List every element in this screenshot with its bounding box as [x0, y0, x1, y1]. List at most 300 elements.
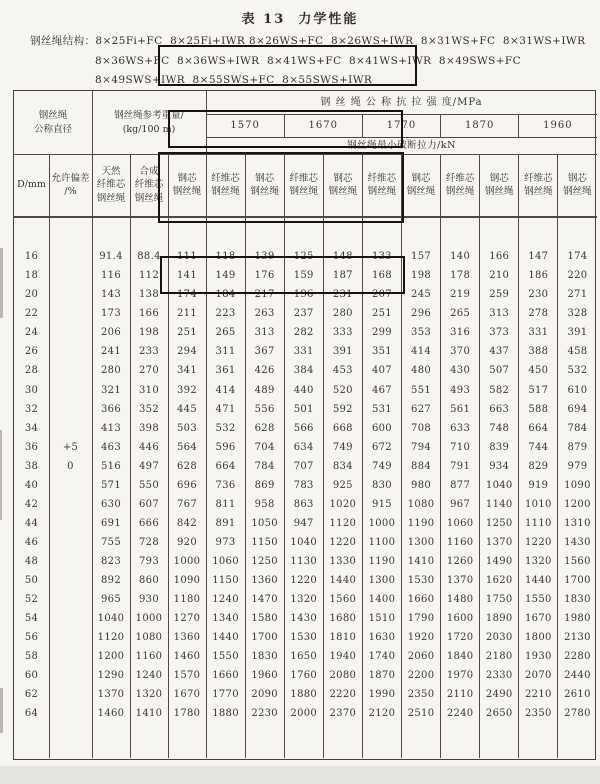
- row-value: [519, 324, 558, 343]
- row-value-text: 1320: [525, 555, 552, 567]
- row-value-text: 230: [528, 289, 549, 301]
- row-value-text: 1310: [564, 517, 591, 529]
- row-value-text: 1220: [329, 536, 357, 548]
- row-value-text: 755: [101, 536, 121, 548]
- row-value: [245, 381, 284, 400]
- row-value-text: 1650: [290, 651, 318, 663]
- subheader-synthetic-fibre-core-text: 钢丝绳: [134, 192, 164, 204]
- row-diameter: [14, 552, 49, 571]
- row-value-text: 245: [411, 289, 432, 301]
- row-value: [441, 324, 480, 343]
- row-value-text: 884: [411, 460, 432, 472]
- row-value: [402, 362, 441, 381]
- row-value: [402, 628, 441, 647]
- row-value: [206, 305, 245, 324]
- subheader-tolerance-text: /%: [64, 186, 77, 197]
- row-value: [402, 381, 441, 400]
- row-value-text: 1250: [251, 555, 278, 567]
- row-value: [284, 400, 323, 419]
- row-value-text: 749: [371, 460, 392, 472]
- row-value: [245, 362, 284, 381]
- row-value: [558, 267, 597, 286]
- subheader-natural-fibre-core: [92, 154, 130, 216]
- row-value: [92, 571, 130, 590]
- row-value-text: 503: [177, 422, 197, 434]
- row-value: [284, 609, 323, 628]
- row-value: [323, 400, 362, 419]
- row-value: [441, 476, 480, 495]
- row-value-text: 1510: [368, 613, 396, 624]
- row-tolerance: [49, 419, 92, 438]
- row-value-text: 1700: [564, 574, 591, 586]
- row-value-text: 925: [332, 479, 353, 491]
- row-diameter-text: 30: [24, 384, 39, 396]
- row-value: [92, 248, 130, 267]
- row-value-text: 265: [450, 308, 471, 320]
- row-value-text: 263: [254, 308, 275, 320]
- row-value-text: 1440: [525, 574, 552, 586]
- row-value-text: 1370: [446, 574, 474, 586]
- row-value-text: 2230: [251, 708, 278, 720]
- header-nominal-diameter: [14, 91, 92, 154]
- row-value: [245, 609, 284, 628]
- row-value-text: 532: [215, 422, 236, 434]
- row-value-text: 556: [254, 403, 275, 415]
- row-value: [558, 419, 597, 438]
- row-value: [402, 666, 441, 685]
- row-value: [130, 343, 168, 362]
- row-value-text: 532: [567, 365, 588, 377]
- row-value: [168, 704, 206, 723]
- row-diameter-text: 62: [24, 689, 39, 701]
- row-value-text: 517: [528, 384, 549, 396]
- row-value-text: 1700: [251, 632, 278, 644]
- row-value-text: 220: [567, 270, 588, 282]
- row-value-text: 784: [254, 460, 275, 472]
- row-diameter: [14, 704, 49, 723]
- row-value: [480, 609, 519, 628]
- row-tolerance: [49, 343, 92, 362]
- row-value: [480, 514, 519, 533]
- row-value-text: 839: [489, 441, 510, 453]
- row-value-text: 384: [293, 365, 314, 377]
- row-value-text: 231: [332, 289, 353, 301]
- row-value-text: 592: [332, 403, 353, 415]
- row-value-text: 1440: [329, 574, 357, 586]
- subheader-steel-core-rope-text: 钢丝绳: [328, 186, 358, 197]
- row-value-text: 1630: [368, 632, 396, 644]
- subheader-steel-core-rope-text: 钢芯: [255, 172, 275, 184]
- row-value-text: 564: [177, 441, 197, 453]
- header-grade-1870: [441, 114, 519, 137]
- row-diameter-text: 64: [24, 708, 39, 720]
- row-value-text: 341: [177, 365, 197, 377]
- row-value: [441, 343, 480, 362]
- row-value-text: 467: [371, 384, 392, 396]
- row-value: [284, 324, 323, 343]
- row-tolerance: [49, 362, 92, 381]
- row-value: [130, 647, 168, 666]
- row-diameter: [14, 362, 49, 381]
- row-value-text: 1970: [446, 670, 474, 682]
- row-value-text: 1750: [485, 593, 513, 605]
- row-value: [402, 495, 441, 514]
- row-value-text: 1670: [525, 613, 552, 624]
- row-value-text: 1840: [446, 651, 474, 663]
- row-diameter: [14, 248, 49, 267]
- row-value: [130, 495, 168, 514]
- subheader-fibre-core-rope-text: 钢丝绳: [445, 186, 475, 197]
- row-value: [168, 647, 206, 666]
- row-value: [130, 533, 168, 552]
- row-value: [245, 647, 284, 666]
- row-value: [92, 628, 130, 647]
- row-value-text: 1020: [329, 498, 357, 510]
- row-value: [168, 305, 206, 324]
- row-value: [92, 495, 130, 514]
- row-value: [558, 666, 597, 685]
- row-value: [558, 324, 597, 343]
- row-value-text: 704: [254, 441, 275, 453]
- row-value-text: 2220: [329, 689, 357, 701]
- row-value-text: 333: [332, 327, 353, 339]
- row-diameter: [14, 571, 49, 590]
- row-value-text: 1360: [173, 632, 201, 644]
- row-value: [284, 457, 323, 476]
- row-value-text: 426: [254, 365, 275, 377]
- row-value: [441, 666, 480, 685]
- row-tolerance-text: +5: [62, 441, 79, 453]
- row-value-text: 1770: [212, 689, 239, 701]
- row-diameter: [14, 343, 49, 362]
- row-value-text: 446: [139, 441, 159, 453]
- row-value: [362, 324, 401, 343]
- rope-structure-line-1: 钢丝绳结构：8×25Fi+FC 8×25Fi+IWR 8×26WS+FC 8×26WS+IWR 8×31WS+FC 8×31WS+IWR: [30, 35, 586, 47]
- row-value-text: 1010: [525, 498, 552, 510]
- row-value: [130, 400, 168, 419]
- row-value-text: 219: [450, 289, 471, 301]
- row-value: [130, 609, 168, 628]
- row-tolerance: [49, 400, 92, 419]
- rope-structure-line-3: 8×49SWS+IWR 8×55SWS+FC 8×55SWS+IWR: [95, 74, 373, 86]
- row-value: [284, 305, 323, 324]
- row-value-text: 1810: [329, 632, 357, 644]
- row-value: [245, 704, 284, 723]
- row-value: [206, 647, 245, 666]
- row-value: [441, 381, 480, 400]
- row-value: [245, 628, 284, 647]
- row-value-text: 1740: [368, 651, 396, 663]
- row-value-text: 1220: [525, 536, 552, 548]
- row-value-text: 501: [293, 403, 314, 415]
- row-value: [284, 685, 323, 704]
- row-value-text: 1550: [212, 651, 239, 663]
- header-grade-1770-text: 1770: [386, 119, 417, 131]
- row-diameter: [14, 495, 49, 514]
- row-value-text: 1680: [329, 613, 357, 624]
- row-value-text: 607: [139, 498, 159, 510]
- row-value-text: 398: [139, 422, 159, 434]
- row-value: [323, 571, 362, 590]
- row-value-text: 2350: [525, 708, 552, 720]
- row-value: [130, 419, 168, 438]
- row-value: [519, 590, 558, 609]
- row-value-text: 748: [489, 422, 510, 434]
- row-value-text: 280: [332, 308, 353, 320]
- row-value-text: 965: [101, 593, 121, 605]
- row-value-text: 1890: [485, 613, 513, 624]
- row-value: [441, 628, 480, 647]
- row-value: [130, 628, 168, 647]
- page-bottom-scan-band: [0, 766, 600, 784]
- row-value-text: 196: [293, 289, 314, 301]
- row-value: [245, 685, 284, 704]
- row-value: [245, 590, 284, 609]
- row-value-text: 430: [450, 365, 471, 377]
- row-value: [323, 343, 362, 362]
- row-value-text: 140: [450, 251, 471, 263]
- row-value: [245, 400, 284, 419]
- subheader-steel-core-rope-text: 钢芯: [567, 172, 587, 184]
- row-value: [480, 438, 519, 457]
- row-value-text: 550: [139, 479, 159, 491]
- row-value-text: 1120: [329, 517, 357, 529]
- row-tolerance: [49, 514, 92, 533]
- row-value-text: 1160: [135, 651, 163, 663]
- subheader-fibre-core-rope-text: 纤维芯: [211, 172, 240, 184]
- row-value: [558, 381, 597, 400]
- row-value: [480, 305, 519, 324]
- row-value-text: 392: [177, 384, 197, 396]
- row-diameter: [14, 381, 49, 400]
- row-value: [362, 552, 401, 571]
- row-value-text: 91.4: [99, 251, 123, 263]
- row-value: [480, 571, 519, 590]
- row-diameter-text: 46: [24, 536, 39, 548]
- row-value: [402, 647, 441, 666]
- row-value-text: 744: [528, 441, 549, 453]
- row-value: [168, 400, 206, 419]
- row-value-text: 1040: [97, 613, 125, 624]
- row-value-text: 2080: [329, 670, 357, 682]
- row-value: [92, 609, 130, 628]
- row-tolerance: [49, 476, 92, 495]
- row-value: [284, 362, 323, 381]
- row-value-text: 186: [528, 270, 549, 282]
- row-value-text: 1200: [97, 651, 125, 663]
- row-value: [92, 400, 130, 419]
- row-value: [441, 419, 480, 438]
- header-tensile-strength-text: 钢 丝 绳 公 称 抗 拉 强 度/MPa: [320, 96, 483, 108]
- row-value: [402, 343, 441, 362]
- subheader-fibre-core-rope-text: 钢丝绳: [211, 186, 240, 197]
- row-value-text: 1090: [173, 574, 201, 586]
- row-value-text: 174: [567, 251, 588, 263]
- row-value: [519, 362, 558, 381]
- row-value: [558, 495, 597, 514]
- row-value: [245, 533, 284, 552]
- row-value-text: 1060: [446, 517, 474, 529]
- row-value-text: 1400: [368, 593, 396, 605]
- row-value: [168, 438, 206, 457]
- row-value-text: 1530: [407, 574, 435, 586]
- row-value: [284, 628, 323, 647]
- row-value-text: 736: [215, 479, 236, 491]
- row-value-text: 1270: [173, 613, 201, 624]
- row-value: [441, 571, 480, 590]
- row-value: [168, 571, 206, 590]
- subheader-steel-core-rope: [558, 154, 597, 216]
- row-tolerance: [49, 590, 92, 609]
- row-value-text: 198: [139, 327, 159, 339]
- row-value-text: 520: [332, 384, 353, 396]
- scan-edge-artifact: [0, 430, 2, 520]
- row-value-text: 313: [254, 327, 275, 339]
- row-value: [206, 609, 245, 628]
- annotation-box-subheaders: [158, 152, 404, 223]
- row-value-text: 749: [332, 441, 353, 453]
- row-value-text: 1320: [290, 593, 318, 605]
- row-value-text: 571: [101, 479, 121, 491]
- row-value-text: 1060: [212, 555, 239, 567]
- row-value: [362, 457, 401, 476]
- row-value: [323, 609, 362, 628]
- row-value-text: 1130: [290, 555, 318, 567]
- row-value: [206, 666, 245, 685]
- row-value: [480, 419, 519, 438]
- row-value: [362, 400, 401, 419]
- row-value: [92, 704, 130, 723]
- row-value: [362, 362, 401, 381]
- row-value-text: 310: [139, 384, 159, 396]
- subheader-steel-core-rope-text: 钢丝绳: [250, 186, 279, 197]
- row-value: [130, 457, 168, 476]
- row-value-text: 1320: [135, 689, 163, 701]
- subheader-fibre-core-rope-text: 钢丝绳: [524, 186, 553, 197]
- row-value: [519, 571, 558, 590]
- subheader-tolerance: [49, 154, 92, 216]
- row-value-text: 1250: [485, 517, 513, 529]
- row-value-text: 842: [177, 517, 197, 529]
- row-value-text: 1490: [485, 555, 513, 567]
- row-value-text: 1790: [407, 613, 435, 624]
- row-value-text: 166: [489, 251, 510, 263]
- row-value: [519, 381, 558, 400]
- row-value: [206, 685, 245, 704]
- row-value-text: 707: [293, 460, 314, 472]
- row-tolerance: [49, 305, 92, 324]
- row-value: [168, 324, 206, 343]
- row-value: [323, 419, 362, 438]
- annotation-box-structures: [158, 45, 417, 86]
- row-value-text: 391: [567, 327, 588, 339]
- row-value: [168, 628, 206, 647]
- grid-line: [518, 114, 519, 137]
- row-value: [362, 381, 401, 400]
- row-value-text: 351: [371, 346, 392, 358]
- row-value: [245, 495, 284, 514]
- row-value: [92, 552, 130, 571]
- row-value-text: 919: [528, 479, 549, 491]
- subheader-fibre-core-rope: [441, 154, 480, 216]
- header-grade-1570-text: 1570: [230, 119, 260, 131]
- row-diameter-text: 32: [24, 403, 39, 415]
- row-value: [558, 343, 597, 362]
- row-diameter-text: 52: [24, 593, 39, 605]
- row-value-text: 141: [177, 270, 197, 282]
- row-value-text: 1290: [97, 670, 125, 682]
- row-value: [480, 400, 519, 419]
- row-value: [92, 419, 130, 438]
- row-value-text: 168: [371, 270, 392, 282]
- row-diameter-text: 18: [24, 270, 39, 282]
- row-value-text: 634: [293, 441, 314, 453]
- row-value-text: 237: [293, 308, 314, 320]
- row-value-text: 413: [101, 422, 121, 434]
- annotation-box-grades: [168, 110, 403, 148]
- row-value-text: 1300: [368, 574, 396, 586]
- row-value: [130, 381, 168, 400]
- row-value-text: 361: [215, 365, 236, 377]
- row-value-text: 414: [411, 346, 432, 358]
- row-tolerance: [49, 647, 92, 666]
- row-value: [206, 628, 245, 647]
- row-value: [519, 628, 558, 647]
- row-value-text: 691: [101, 517, 121, 529]
- row-diameter-text: 26: [24, 346, 39, 358]
- row-value-text: 282: [293, 327, 314, 339]
- subheader-fibre-core-rope-text: 钢丝绳: [289, 186, 318, 197]
- row-diameter-text: 22: [24, 308, 39, 320]
- row-value-text: 2350: [407, 689, 435, 701]
- subheader-steel-core-weight-text: 钢丝绳: [172, 186, 202, 197]
- row-value: [480, 362, 519, 381]
- row-value-text: 88.4: [137, 251, 161, 263]
- row-diameter-text: 54: [24, 613, 39, 624]
- row-tolerance: [49, 457, 92, 476]
- header-grade-1960: [519, 114, 597, 137]
- row-value-text: 1080: [135, 632, 163, 644]
- row-value: [441, 704, 480, 723]
- subheader-natural-fibre-core-text: 纤维芯: [96, 179, 126, 191]
- row-value: [402, 324, 441, 343]
- row-value: [480, 552, 519, 571]
- row-value: [480, 248, 519, 267]
- row-value: [245, 419, 284, 438]
- row-tolerance: [49, 381, 92, 400]
- row-value-text: 1330: [329, 555, 357, 567]
- row-value-text: 767: [177, 498, 197, 510]
- row-value: [519, 400, 558, 419]
- row-value-text: 863: [293, 498, 314, 510]
- row-value-text: 1050: [251, 517, 278, 529]
- row-value: [284, 476, 323, 495]
- row-value: [284, 571, 323, 590]
- row-value-text: 2130: [564, 632, 591, 644]
- row-value: [323, 362, 362, 381]
- row-value: [130, 552, 168, 571]
- row-value-text: 2240: [446, 708, 474, 720]
- row-diameter-text: 20: [24, 289, 39, 301]
- row-value-text: 628: [177, 460, 197, 472]
- scan-edge-artifact: [0, 248, 3, 318]
- row-diameter-text: 34: [24, 422, 39, 434]
- row-value: [441, 685, 480, 704]
- row-diameter-text: 16: [24, 251, 39, 263]
- row-value: [323, 590, 362, 609]
- row-value: [362, 419, 401, 438]
- row-diameter: [14, 647, 49, 666]
